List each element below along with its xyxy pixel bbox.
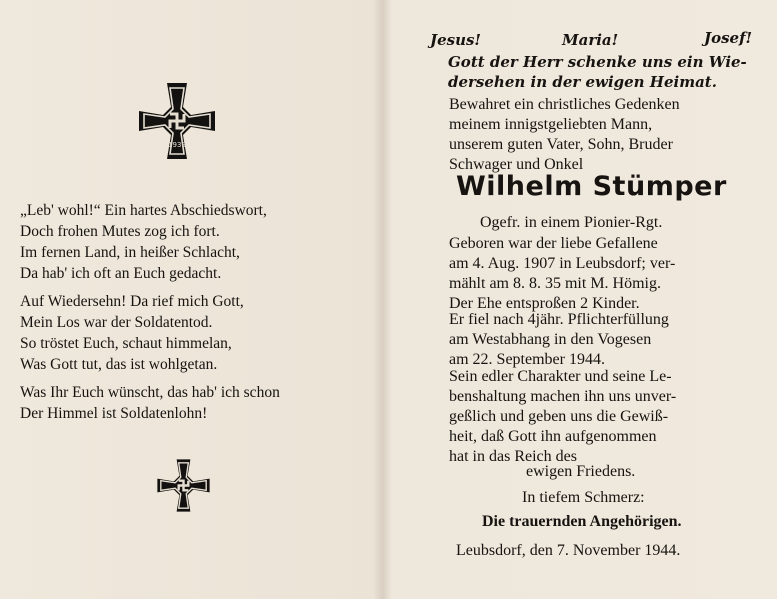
- death-line: am Westabhang in den Vogesen: [449, 331, 652, 348]
- iron-cross-icon: [156, 458, 211, 513]
- poem-line: Was Gott tut, das ist wohlgetan.: [20, 356, 218, 373]
- prayer-line: Gott der Herr schenke uns ein Wie-: [448, 53, 747, 71]
- tribute-line: geßlich und geben uns die Gewiß-: [449, 408, 669, 425]
- death-line: Er fiel nach 4jähr. Pflichterfüllung: [449, 311, 669, 328]
- header-josef: Josef!: [704, 29, 753, 47]
- poem-line: Da hab' ich oft an Euch gedacht.: [20, 265, 222, 282]
- sorrow-line: In tiefem Schmerz:: [522, 489, 645, 506]
- intro-line: unserem guten Vater, Sohn, Bruder: [449, 136, 673, 153]
- death-notice: [449, 310, 669, 370]
- poem: [20, 200, 370, 431]
- prayer: [448, 52, 747, 92]
- poem-line: So tröstet Euch, schaut himmelan,: [20, 335, 232, 352]
- military-rank: Ogefr. in einem Pionier-Rgt.: [480, 214, 663, 231]
- left-panel: [0, 0, 380, 599]
- poem-stanza: [20, 291, 370, 375]
- poem-line: Was Ihr Euch wünscht, das hab' ich schon: [20, 384, 280, 401]
- poem-line: „Leb' wohl!“ Ein hartes Abschiedswort,: [20, 202, 267, 219]
- tribute-line: Sein edler Charakter und seine Le-: [449, 368, 672, 385]
- eternal-peace: ewigen Friedens.: [526, 463, 636, 480]
- header-jesus: Jesus!: [430, 31, 482, 49]
- tribute-line: benshaltung machen ihn uns unver-: [449, 388, 677, 405]
- biography-line: Der Ehe entsproßen 2 Kinder.: [449, 295, 640, 312]
- intro-line: meinem innigstgeliebten Mann,: [449, 116, 653, 133]
- death-line: am 22. September 1944.: [449, 351, 605, 368]
- header-maria: Maria!: [562, 31, 619, 49]
- poem-line: Doch frohen Mutes zog ich fort.: [20, 223, 220, 240]
- prayer-line: dersehen in der ewigen Heimat.: [448, 73, 717, 91]
- intro-text: [449, 95, 680, 175]
- emblem-year: 1939: [168, 141, 186, 149]
- deceased-name: Wilhelm Stümper: [456, 171, 727, 202]
- biography: [449, 234, 675, 314]
- poem-stanza: [20, 200, 370, 284]
- poem-line: Auf Wiedersehn! Da rief mich Gott,: [20, 293, 244, 310]
- poem-line: Mein Los war der Soldatentod.: [20, 314, 213, 331]
- place-date: Leubsdorf, den 7. November 1944.: [456, 542, 681, 559]
- poem-line: Der Himmel ist Soldatenlohn!: [20, 405, 208, 422]
- biography-line: Geboren war der liebe Gefallene: [449, 235, 658, 252]
- biography-line: mählt am 8. 8. 35 mit M. Hömig.: [449, 275, 661, 292]
- tribute-line: heit, daß Gott ihn aufgenommen: [449, 428, 657, 445]
- intro-line: Schwager und Onkel: [449, 156, 584, 173]
- biography-line: am 4. Aug. 1907 in Leubsdorf; ver-: [449, 255, 676, 272]
- poem-stanza: [20, 382, 370, 424]
- intro-line: Bewahret ein christliches Gedenken: [449, 96, 680, 113]
- tribute-line: hat in das Reich des: [449, 448, 577, 465]
- character-tribute: [449, 367, 676, 467]
- right-panel: [392, 0, 777, 599]
- poem-line: Im fernen Land, in heißer Schlacht,: [20, 244, 240, 261]
- family-signature: Die trauernden Angehörigen.: [482, 513, 682, 530]
- iron-cross-icon: [137, 81, 217, 161]
